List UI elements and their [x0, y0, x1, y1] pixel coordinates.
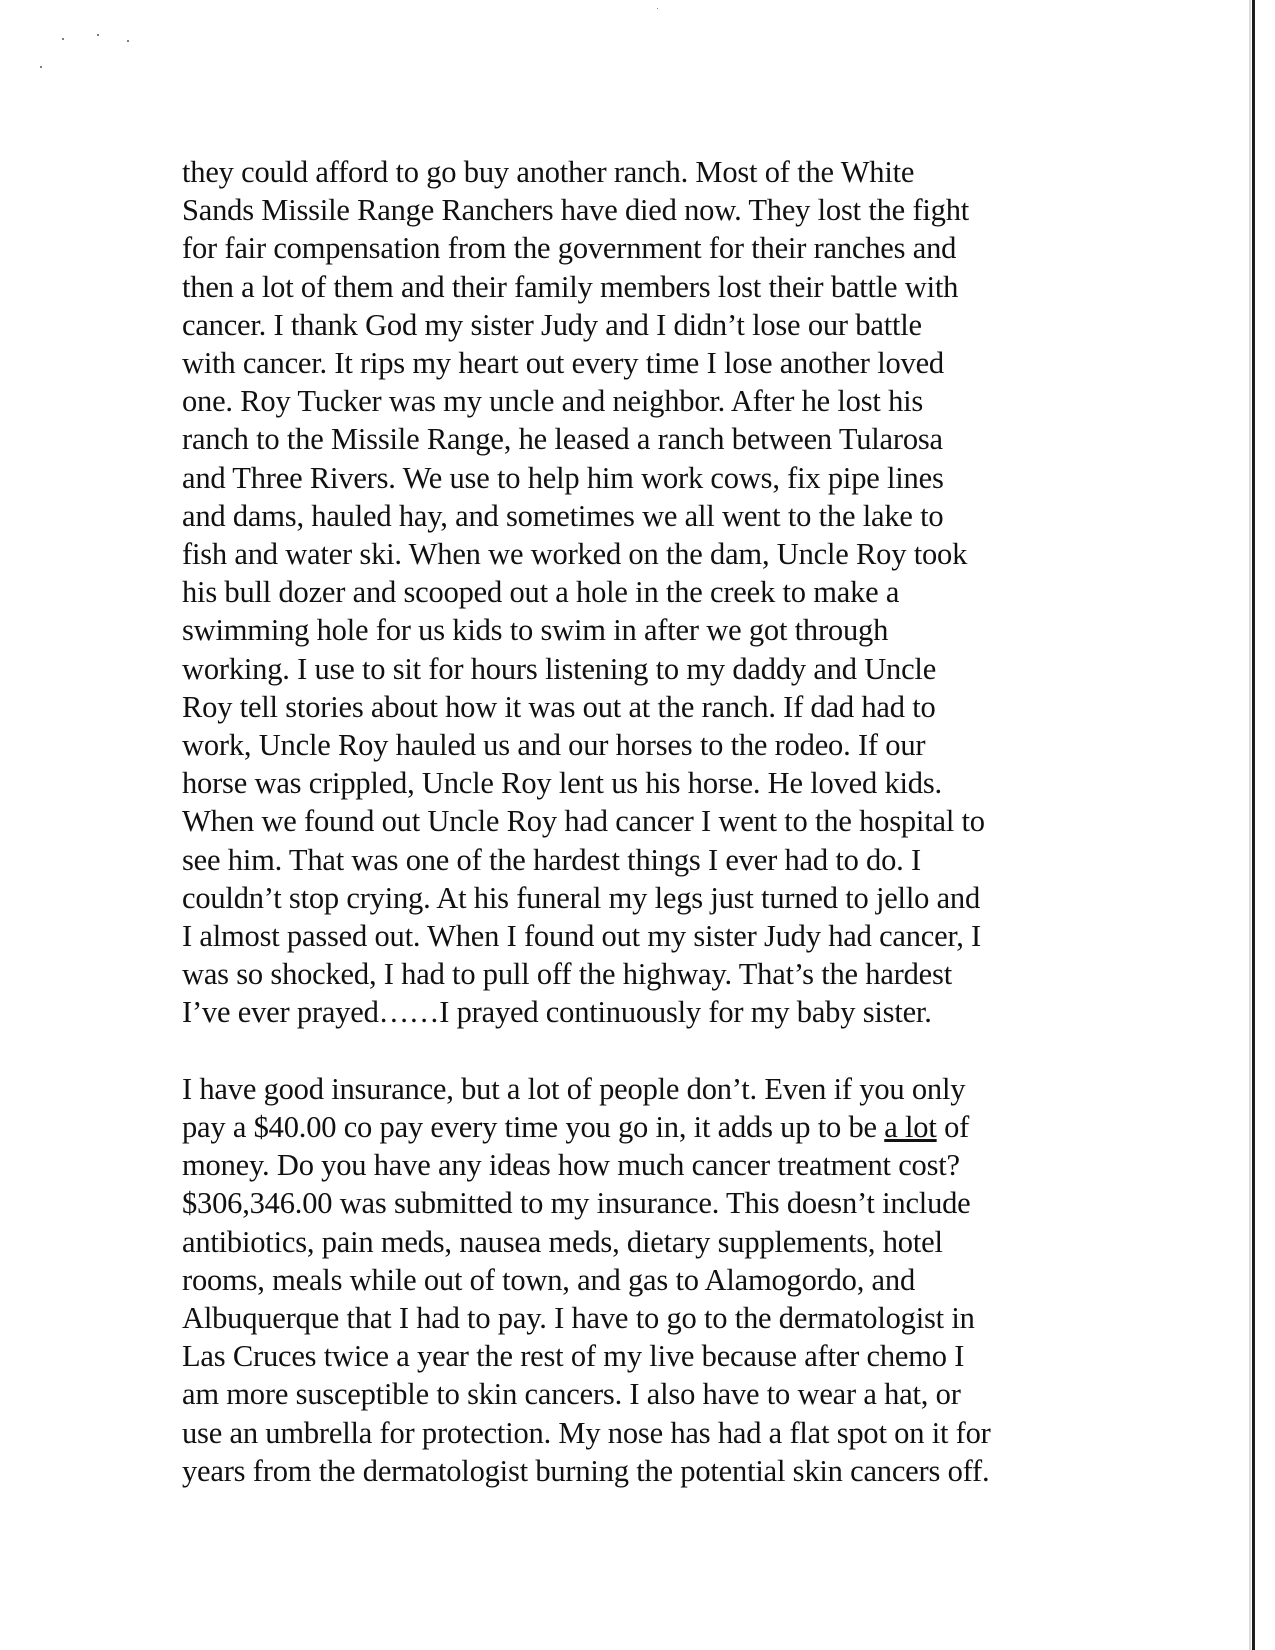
scan-border-shadow — [1249, 0, 1251, 1650]
text-line: was so shocked, I had to pull off the highway. That’s the hardest — [182, 957, 952, 992]
text-line: fish and water ski. When we worked on the dam, Uncle Roy took — [182, 537, 968, 572]
text-line: antibiotics, pain meds, nausea meds, dietary supplements, hotel — [182, 1224, 943, 1259]
text-line: work, Uncle Roy hauled us and our horses to the rodeo. If our — [182, 728, 926, 763]
text-line: working. I use to sit for hours listening to my daddy and Uncle — [182, 651, 937, 686]
text-line: ranch to the Missile Range, he leased a ranch between Tularosa — [182, 422, 943, 457]
text-line — [182, 1108, 1082, 1146]
scan-speck — [127, 40, 129, 42]
text-line: rooms, meals while out of town, and gas to Alamogordo, and — [182, 1262, 915, 1297]
text-line: Roy tell stories about how it was out at the ranch. If dad had to — [182, 689, 936, 724]
text-line: horse was crippled, Uncle Roy lent us his horse. He loved kids. — [182, 766, 942, 801]
scan-speck — [97, 34, 99, 36]
text-line: Albuquerque that I had to pay. I have to go to the dermatologist in — [182, 1301, 975, 1336]
text-line: one. Roy Tucker was my uncle and neighbor. After he lost his — [182, 384, 924, 419]
text-line: use an umbrella for protection. My nose has had a flat spot on it for — [182, 1415, 991, 1450]
paragraph-insurance-costs — [182, 1070, 1082, 1490]
underlined-emphasis: a lot — [884, 1110, 937, 1145]
text-line: I’ve ever prayed……I prayed continuously for my baby sister. — [182, 995, 932, 1030]
text-segment: of — [936, 1110, 970, 1145]
text-line: and dams, hauled hay, and sometimes we all went to the lake to — [182, 498, 944, 533]
text-line: swimming hole for us kids to swim in after we got through — [182, 613, 889, 648]
paragraph-ranch-memories — [182, 153, 1082, 1032]
scan-speck — [657, 8, 658, 9]
body-text — [182, 153, 1082, 1490]
text-line: am more susceptible to skin cancers. I also have to wear a hat, or — [182, 1377, 961, 1412]
paragraph-gap — [182, 1032, 1082, 1070]
text-line: Sands Missile Range Ranchers have died now. They lost the fight — [182, 193, 970, 228]
text-line: cancer. I thank God my sister Judy and I didn’t lose our battle — [182, 307, 922, 342]
text-segment: pay a $40.00 co pay every time you go in, it adds up to be — [182, 1110, 885, 1145]
text-line: with cancer. It rips my heart out every time I lose another loved — [182, 346, 944, 381]
text-line: and Three Rivers. We use to help him work cows, fix pipe lines — [182, 460, 944, 495]
scan-speck — [40, 66, 42, 68]
text-line: for fair compensation from the government for their ranches and — [182, 231, 957, 266]
text-line: see him. That was one of the hardest things I ever had to do. I — [182, 842, 921, 877]
text-line: Las Cruces twice a year the rest of my live because after chemo I — [182, 1339, 965, 1374]
text-line: money. Do you have any ideas how much cancer treatment cost? — [182, 1148, 960, 1183]
text-line: couldn’t stop crying. At his funeral my legs just turned to jello and — [182, 880, 981, 915]
text-line: then a lot of them and their family members lost their battle with — [182, 269, 959, 304]
text-line: years from the dermatologist burning the potential skin cancers off. — [182, 1453, 990, 1488]
scan-border-line — [1252, 0, 1255, 1650]
text-line: his bull dozer and scooped out a hole in the creek to make a — [182, 575, 900, 610]
text-line: $306,346.00 was submitted to my insurance. This doesn’t include — [182, 1186, 971, 1221]
text-line: When we found out Uncle Roy had cancer I went to the hospital to — [182, 804, 985, 839]
scan-speck — [62, 38, 64, 40]
text-line: they could afford to go buy another ranch. Most of the White — [182, 155, 915, 189]
text-line: I almost passed out. When I found out my sister Judy had cancer, I — [182, 919, 982, 954]
text-line: I have good insurance, but a lot of people don’t. Even if you only — [182, 1071, 966, 1106]
